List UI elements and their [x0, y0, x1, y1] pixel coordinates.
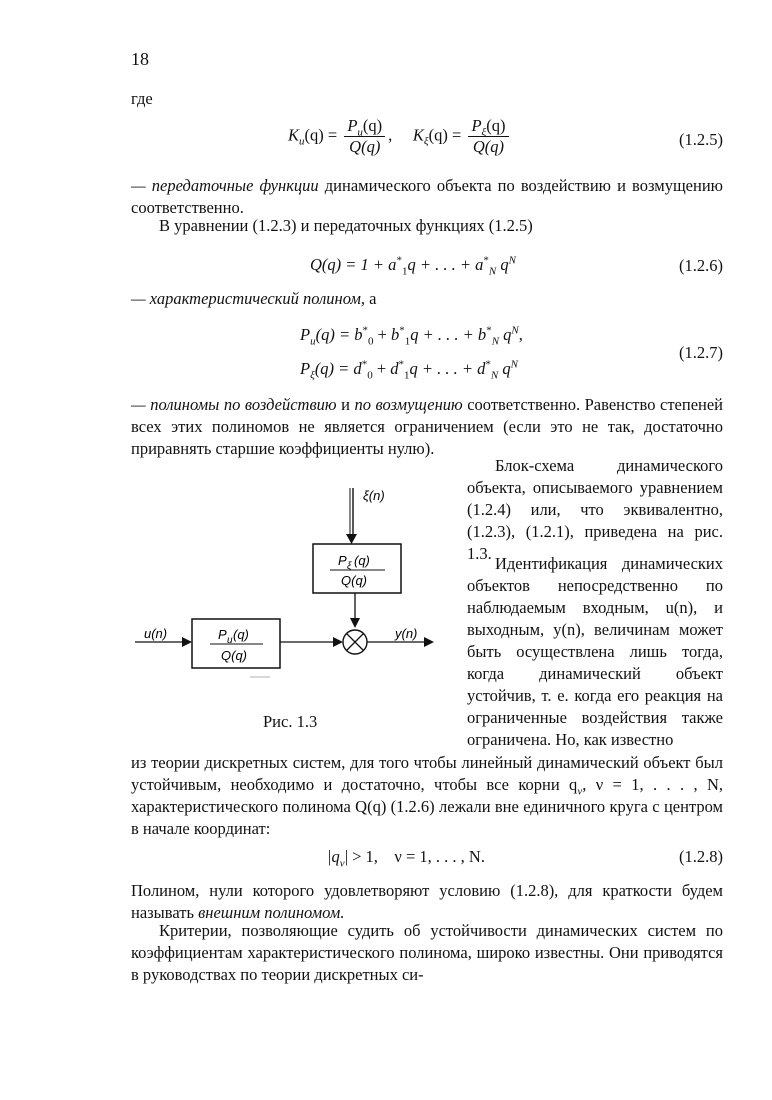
top-block-num-sub: ξ [347, 561, 352, 572]
left-block-den: Q(q) [221, 648, 247, 663]
eq127-l1-q: q [503, 325, 512, 344]
where-word: где [131, 89, 153, 108]
equation-number-1-2-5: (1.2.5) [679, 130, 723, 149]
para5-sub: ν [577, 785, 583, 798]
eq127-l1-one: 1 [404, 335, 411, 348]
eq126-sub1: 1 [401, 265, 408, 278]
para1-rest: динамического объекта по воздействию и возмущению соответственно. [131, 176, 723, 217]
left-block-num-arg: (q) [233, 627, 249, 642]
eq125-kxi: K [412, 125, 424, 145]
paragraph-criteria: Критерии, позволяющие судить об устойчивости динамических систем по коэффициентам характеристического полинома, широко известны. Они приводятся в руководствах по теории дискретных си- [131, 921, 723, 984]
eq127-l1-comma: , [518, 325, 523, 344]
eq126-star1: * [396, 254, 402, 267]
xi-label: ξ(n) [363, 488, 385, 503]
eq126-subn: N [488, 265, 497, 278]
para4-italic2: по возмущению [354, 395, 463, 414]
eq127-l2-n: N [490, 369, 499, 382]
paragraph-external-polynomial [131, 880, 723, 924]
eq125-num1-arg: (q) [362, 116, 383, 135]
eq126-rest: q + . . . + a [407, 255, 484, 274]
eq126-tail: q [496, 255, 509, 274]
eq128-text: |q [327, 847, 340, 866]
para4-rest: соответственно. Равенство степеней всех этих полиномов не является ограничением (если это не так, достаточно приравнять старшие коэффициенты нулю). [131, 395, 723, 458]
top-to-sum-arrow [350, 618, 360, 628]
eq127-l1-c: q + . . . + b [410, 325, 487, 344]
xi-arrow-head [346, 534, 357, 544]
eq125-den1: Q(q) [349, 137, 381, 156]
eq127-l1-supn: N [511, 324, 519, 337]
eq127-l2-star1: * [398, 358, 404, 371]
para4-mid: и [336, 395, 355, 414]
eq127-l2-one: 1 [404, 369, 410, 382]
output-arrow [424, 637, 434, 647]
top-block-num-p: P [338, 553, 347, 568]
eq128-rest: | > 1, ν = 1, . . . , N. [344, 847, 485, 866]
eq125-ku-arg: (q) = [304, 125, 338, 145]
eq125-num2: P [471, 116, 482, 135]
eq127-l1-rhs: (q) = b [315, 325, 363, 344]
paragraph-equation-intro: В уравнении (1.2.3) и передаточных функциях (1.2.5) [159, 216, 533, 235]
paragraph-polynomials [131, 394, 723, 460]
eq127-l2-starn: * [485, 358, 491, 371]
eq127-l1-star1: * [399, 324, 405, 337]
para5-mid: , ν = 1, . . . , N, характеристического полинома Q(q) (1.2.6) лежали вне единичного круга с центром в начале координат: [131, 775, 723, 838]
para4-italic1: — полиномы по воздействию [131, 395, 337, 414]
block-diagram-figure [130, 478, 460, 693]
eq125-frac2 [468, 116, 508, 157]
equation-1-2-7-line-2: $P_\xi(q) = d^*_0 + d^*_1q$ + . . . + $d^*_N$ $q^N$ [300, 358, 518, 382]
eq125-kxi-arg: (q) = [428, 125, 462, 145]
eq127-l2: P [300, 359, 311, 378]
page-number: 18 [131, 49, 149, 69]
eq125-den2: Q(q) [472, 137, 505, 156]
equation-1-2-8 [327, 846, 485, 868]
eq127-l2-sub: ξ [310, 369, 315, 382]
eq127-l2-rhs: (q) = d [314, 359, 362, 378]
eq127-l2-supn: N [510, 358, 518, 371]
para6-start: Полином, нули которого удовлетворяют условию (1.2.8), для краткости будем называть [131, 881, 723, 922]
eq125-frac1 [344, 116, 385, 157]
para5-start: из теории дискретных систем, для того чтобы линейный динамический объект был устойчивым, необходимо и достаточно, чтобы все корни q [131, 753, 723, 794]
eq125-kxi-sub: ξ [423, 135, 429, 148]
figure-caption: Рис. 1.3 [263, 712, 318, 731]
paragraph-characteristic-polynomial [131, 288, 723, 310]
input-arrow [182, 637, 192, 647]
side-paragraph-identification: Идентификация динамических объектов непосредственно по наблюдаемым входным, u(n), и выходным, y(n), величинам может быть осуществлена лишь тогда, когда динамический объект устойчив, т. е. когда его реакция на ограниченные воздействия также ограничена. Но, как известно [467, 554, 723, 749]
eq127-l1-star0: * [362, 324, 368, 337]
left-block-num-sub: u [227, 635, 233, 646]
equation-number-1-2-6: (1.2.6) [679, 256, 723, 275]
eq125-ku-sub: u [299, 135, 305, 148]
eq125-num1-sub: u [357, 126, 363, 139]
output-label: y(n) [395, 626, 418, 641]
eq125-num2-arg: (q) [486, 116, 506, 135]
para1-italic: — передаточные функции [131, 176, 319, 195]
para3-rest: а [365, 289, 377, 308]
block-to-sum-arrow [333, 637, 343, 647]
equation-1-2-6 [310, 254, 516, 276]
eq126-supn: N [508, 254, 516, 267]
para6-italic: внешним полиномом. [198, 903, 345, 922]
eq128-sub: ν [339, 857, 345, 870]
eq127-l1-n: N [491, 335, 500, 348]
eq126-text: Q(q) = 1 + a [310, 255, 397, 274]
top-block-den: Q(q) [341, 573, 367, 588]
eq127-l1-starn: * [486, 324, 492, 337]
eq127-l1: P [300, 325, 311, 344]
eq127-l1-sub: u [310, 335, 316, 348]
eq127-l2-zero: 0 [367, 369, 373, 382]
eq125-num2-sub: ξ [481, 126, 487, 139]
para3-italic: — характеристический полином, [131, 289, 366, 308]
input-label: u(n) [144, 626, 168, 641]
side-paragraph-block-diagram: Блок-схема динамического объекта, описываемого уравнением (1.2.4) или, что эквивалентно, (1.2.3), (1.2.1), приведена на рис. 1.3. [467, 456, 723, 563]
eq127-l1-zero: 0 [367, 335, 374, 348]
top-block-num-arg: (q) [354, 553, 370, 568]
equation-number-1-2-8: (1.2.8) [679, 847, 723, 866]
equation-1-2-7-line-1: $P_u(q) = b^*_0 + b^*_1q$ + . . . + $b^*_N$ $q^N$, [300, 324, 523, 348]
eq127-l2-star0: * [361, 358, 368, 371]
equation-number-1-2-7: (1.2.7) [679, 343, 723, 362]
eq125-num1: P [347, 116, 358, 135]
equation-1-2-5: $K_u(q)$ = $\frac{P_u(q)}{Q(q)}$ , $K_\xi(q)$ = $\frac{P_\xi(q)}{Q(q)}$ [288, 116, 512, 157]
eq125-ku: K [288, 125, 300, 145]
eq126-star2: * [483, 254, 489, 267]
paragraph-transfer-functions [131, 175, 723, 219]
paragraph-stability-condition [131, 752, 723, 840]
eq127-l2-c: q + . . . + d [409, 359, 486, 378]
eq127-l2-q: q [502, 359, 511, 378]
left-block-num-p: P [218, 627, 227, 642]
